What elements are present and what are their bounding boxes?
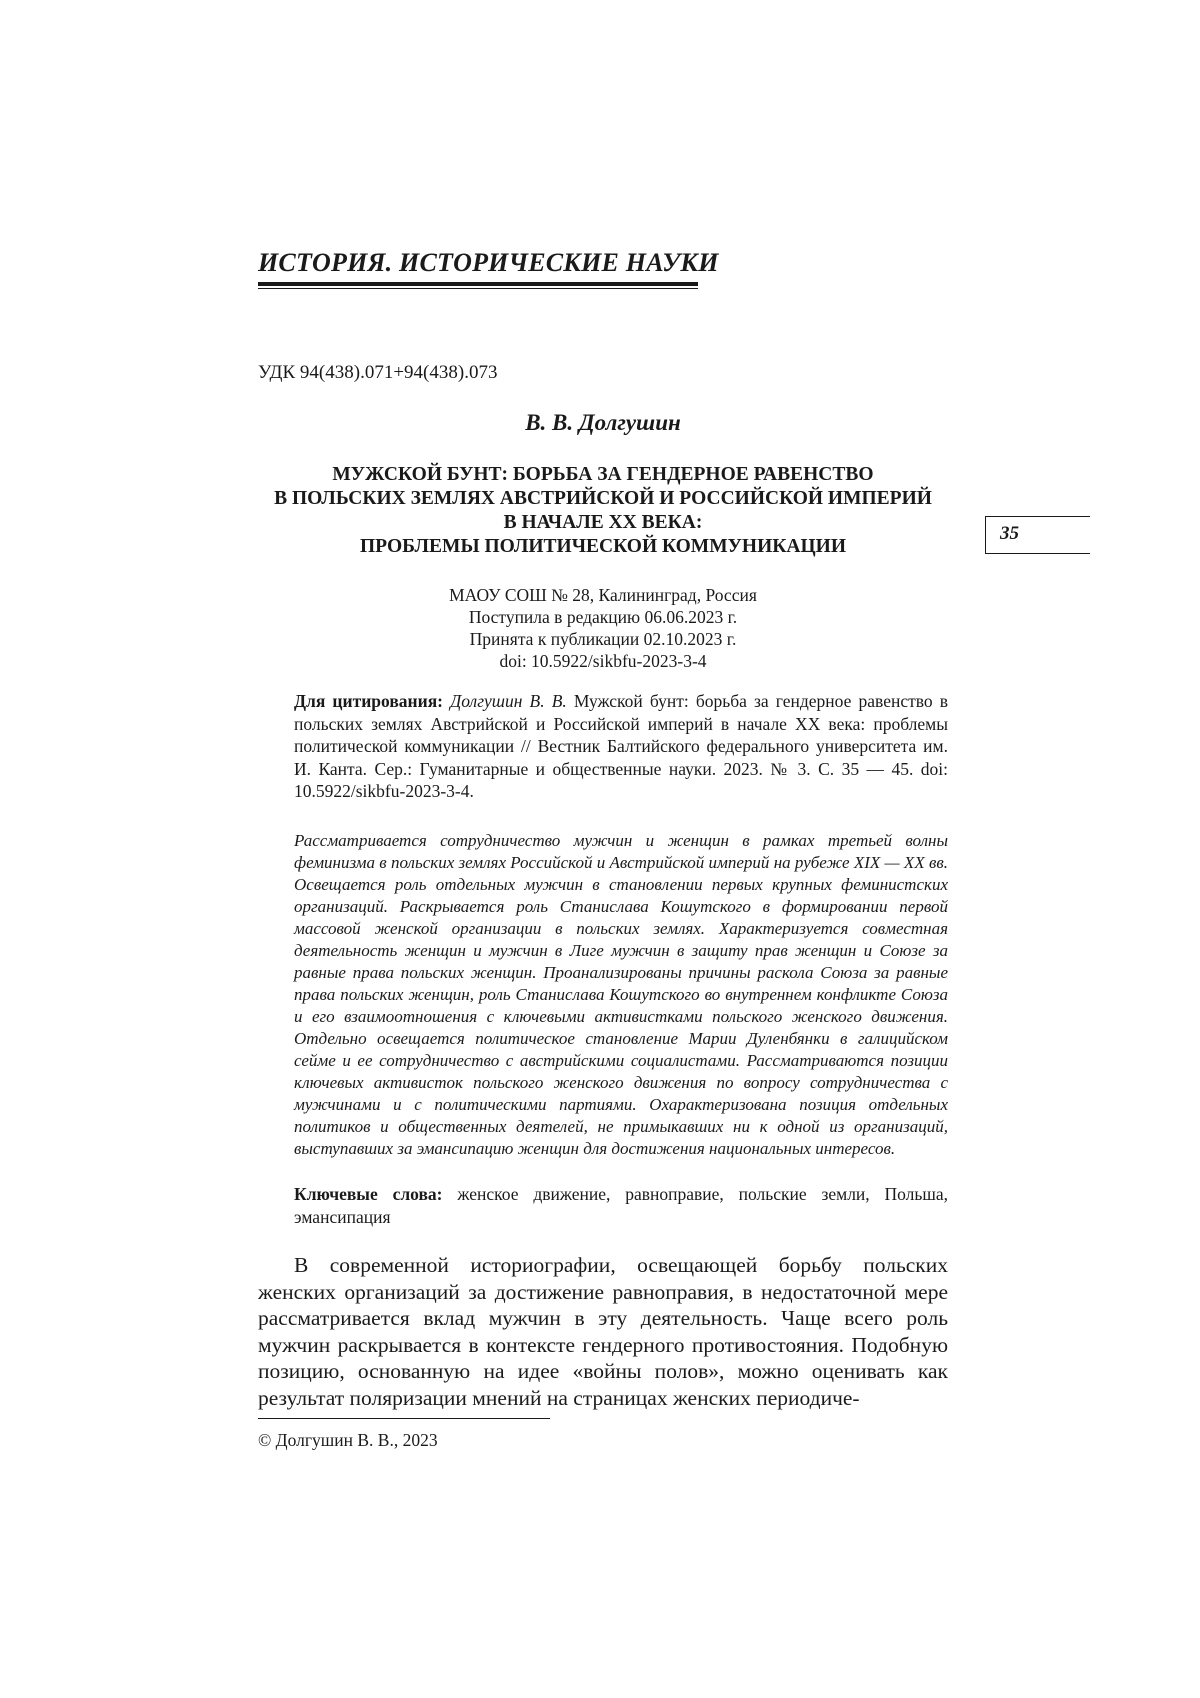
received-date: Поступила в редакцию 06.06.2023 г. [468,607,738,627]
citation-block [294,690,948,803]
citation-author: Долгушин В. В. [450,691,567,711]
body-paragraph: В современной историографии, освещающей борьбу польских женских организаций за достижение равноправия, в недостаточной мере рассматривается вклад мужчин в эту деятельность. Чаще всего роль мужчин раскрывается в контексте гендерного противостояния. Подобную позицию, основанную на идее «войны полов», можно оценивать как результат поляризации мнений на страницах женских периодиче- [258,1253,948,1410]
keywords-block [294,1183,948,1228]
section-heading [258,248,719,289]
citation-label: Для цитирования: [294,691,443,711]
article-title [258,463,948,559]
article-title-line: В ПОЛЬСКИХ ЗЕМЛЯХ АВСТРИЙСКОЙ И РОССИЙСКОЙ ИМПЕРИЙ [274,488,932,509]
keywords-text: женское движение, равноправие, польские земли, Польша, эмансипация [294,1184,949,1227]
author-name: В. В. Долгушин [525,410,681,435]
article-title-line: ПРОБЛЕМЫ ПОЛИТИЧЕСКОЙ КОММУНИКАЦИИ [359,536,846,557]
article-title-line: МУЖСКОЙ БУНТ: БОРЬБА ЗА ГЕНДЕРНОЕ РАВЕНСТВО [332,464,874,485]
footnote-rule [258,1418,550,1419]
section-heading-text: ИСТОРИЯ. ИСТОРИЧЕСКИЕ НАУКИ [258,248,719,277]
abstract: Рассматривается сотрудничество мужчин и женщин в рамках третьей волны феминизма в польских землях Российской и Австрийской империй на рубеже XIX — XX вв. Освещается роль отдельных мужчин в становлении первых крупных феминистских организаций. Раскрывается роль Станислава Кошутского в формировании первой массовой женской организации в польских землях. Характеризуется совместная деятельность женщин и мужчин в Лиге мужчин в защиту прав женщин и Союзе за равные права польских женщин. Проанализированы причины раскола Союза за равные права польских женщин, роль Станислава Кошутского во внутреннем конфликте Союза и его взаимоотношения с ключевыми активистками польского женского движения. Отдельно освещается политическое становление Марии Дуленбянки в галицийском сейме и ее сотрудничество с австрийскими социалистами. Рассматриваются позиции ключевых активисток польского женского движения по вопросу сотрудничества с мужчинами и с политическими партиями. Охарактеризована позиция отдельных политиков и общественных деятелей, не примыкавших ни к одной из организаций, выступавших за эмансипацию женщин для достижения национальных интересов. [294,831,948,1158]
doi: doi: 10.5922/sikbfu-2023-3-4 [499,651,707,671]
affiliation-block [258,584,948,672]
page-number: 35 [1000,523,1019,544]
section-heading-rule-thin [258,288,698,289]
section-heading-rule-thick [258,282,698,286]
affiliation-institution: МАОУ СОШ № 28, Калининград, Россия [449,585,757,605]
udc-code: УДК 94(438).071+94(438).073 [258,362,498,383]
citation-text: Мужской бунт: борьба за гендерное равенство в польских землях Австрийской и Российской империй в начале XX века: проблемы политической коммуникации // Вестник Балтийского федерального университета им. И. Канта. Сер.: Гуманитарные и общественные науки. 2023. № 3. С. 35 — 45. doi: 10.5922/sikbfu-2023-3-4. [294,691,948,801]
keywords-label: Ключевые слова: [294,1184,443,1204]
copyright: © Долгушин В. В., 2023 [258,1430,438,1450]
accepted-date: Принята к публикации 02.10.2023 г. [469,629,737,649]
page-number-box [985,516,1090,554]
article-title-line: В НАЧАЛЕ ХХ ВЕКА: [503,512,703,533]
